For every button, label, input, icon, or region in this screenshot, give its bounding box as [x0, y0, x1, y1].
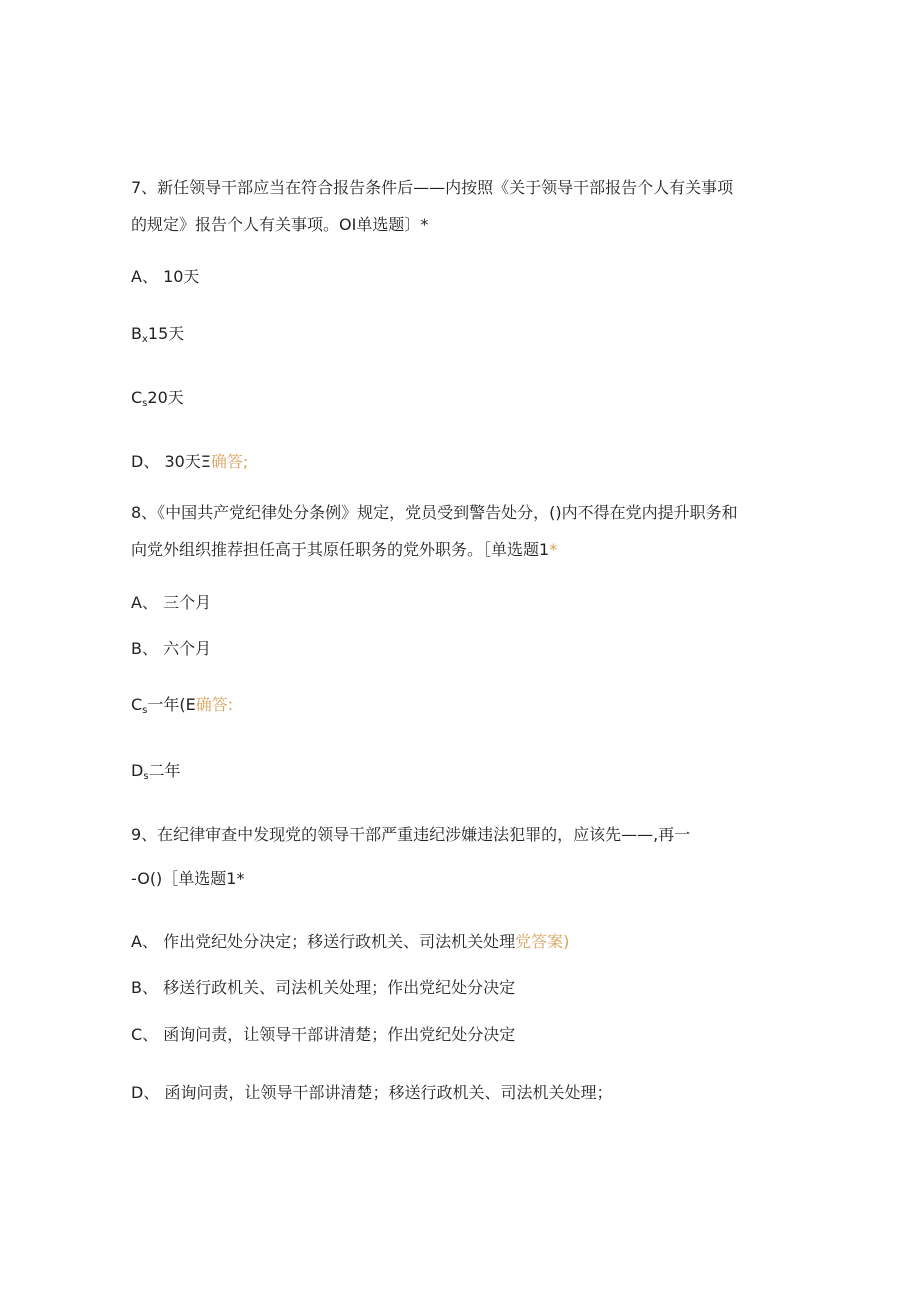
option-letter: B [131, 639, 142, 658]
required-star: * [549, 540, 558, 559]
option-text: 函询问责，让领导干部讲清楚；作出党纪处分决定 [163, 1025, 516, 1044]
option-letter: A [131, 267, 142, 286]
option-letter: A [131, 932, 142, 951]
question-9-option-a[interactable] [131, 932, 569, 952]
question-9-option-d[interactable] [131, 1083, 612, 1103]
option-text: 移送行政机关、司法机关处理；作出党纪处分决定 [163, 978, 516, 997]
question-9-option-c[interactable] [131, 1025, 515, 1045]
option-separator: 、 [141, 932, 158, 951]
option-letter: B [131, 978, 142, 997]
option-text: 三个月 [163, 593, 212, 612]
option-letter: D [131, 1083, 144, 1102]
option-separator: 、 [141, 978, 158, 997]
question-7-text-line-2: 的规定》报告个人有关事项。OI单选题〕* [131, 215, 429, 234]
option-separator: 、 [142, 1025, 159, 1044]
question-7-option-d[interactable] [131, 452, 248, 472]
question-7-text-line-1: 7、新任领导干部应当在符合报告条件后——内按照《关于领导干部报告个人有关事项 [131, 178, 734, 197]
option-text: 20天 [147, 388, 184, 407]
question-9-text-line-2: -O()［单选题1* [131, 869, 245, 888]
option-separator: s [142, 705, 148, 716]
option-letter: C [131, 1025, 143, 1044]
option-separator: s [142, 398, 148, 409]
question-8-option-c[interactable] [131, 695, 233, 721]
option-letter: B [131, 324, 142, 343]
option-text: 作出党纪处分决定；移送行政机关、司法机关处理 [163, 932, 516, 951]
question-8-text: 向党外组织推荐担任高于其原任职务的党外职务。［单选题1 [131, 540, 550, 559]
option-letter: D [131, 761, 144, 780]
question-9-text-line-1: 9、在纪律审查中发现党的领导干部严重违纪涉嫌违法犯罪的，应该先——,再一 [131, 825, 691, 844]
question-8-option-b[interactable] [131, 639, 211, 659]
correct-answer-mark: 党答案) [515, 932, 570, 951]
option-separator: 、 [141, 639, 158, 658]
question-7-option-b[interactable] [131, 324, 184, 350]
question-8-text-line-2 [131, 540, 557, 560]
option-letter: C [131, 695, 143, 714]
option-text: 15天 [147, 324, 185, 343]
option-separator: 、 [141, 593, 158, 612]
question-8-text-line-1: 8、《中国共产党纪律处分条例》规定，党员受到警告处分，()内不得在党内提升职务和 [131, 503, 738, 522]
question-7-option-a[interactable] [131, 267, 199, 287]
option-separator: 、 [141, 267, 158, 286]
option-separator: 、 [143, 452, 160, 471]
question-8-option-d[interactable] [131, 761, 181, 787]
option-text: 一年(E [147, 695, 196, 714]
option-text: 六个月 [163, 639, 212, 658]
option-letter: C [131, 388, 143, 407]
option-separator: x [141, 334, 148, 345]
option-text: 二年 [148, 761, 181, 780]
question-7-option-c[interactable] [131, 388, 184, 414]
correct-answer-mark: 确答: [195, 695, 234, 714]
option-separator: s [143, 771, 149, 782]
option-text: 函询问责，让领导干部讲清楚；移送行政机关、司法机关处理； [164, 1083, 613, 1102]
question-8-option-a[interactable] [131, 593, 211, 613]
option-letter: A [131, 593, 142, 612]
option-separator: 、 [143, 1083, 160, 1102]
option-text: 10天 [163, 267, 200, 286]
question-9-option-b[interactable] [131, 978, 515, 998]
option-letter: D [131, 452, 144, 471]
option-text: 30天Ξ [164, 452, 211, 471]
correct-answer-mark: 确答; [210, 452, 249, 471]
